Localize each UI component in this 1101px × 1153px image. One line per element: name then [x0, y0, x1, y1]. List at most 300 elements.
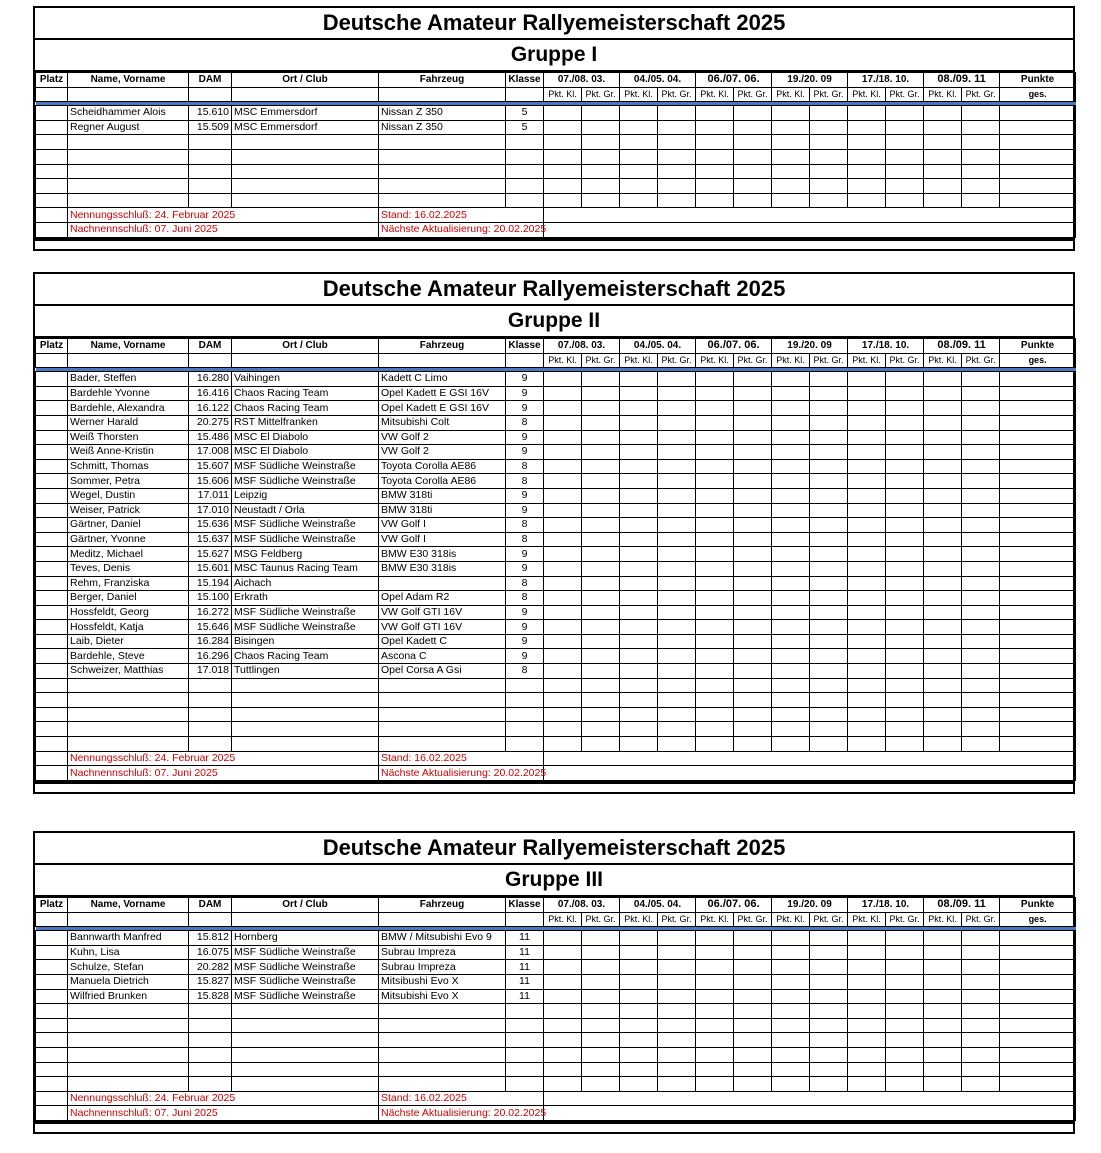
empty-cell	[810, 678, 848, 693]
points-cell	[924, 989, 962, 1004]
event-header: 19./20. 09	[772, 73, 848, 88]
points-cell	[924, 488, 962, 503]
name-cell: Laib, Dieter	[68, 634, 189, 649]
points-cell	[696, 474, 734, 489]
ort-cell: MSC Emmersdorf	[232, 106, 379, 121]
points-cell	[544, 605, 582, 620]
empty-cell	[544, 1004, 582, 1019]
empty-cell	[848, 737, 886, 752]
empty-cell	[848, 722, 886, 737]
points-cell	[848, 106, 886, 121]
points-cell	[544, 503, 582, 518]
empty-cell	[36, 693, 68, 708]
klasse-cell: 8	[506, 591, 544, 606]
stand: Stand: 16.02.2025	[379, 1091, 544, 1106]
event-header: 06./07. 06.	[696, 898, 772, 913]
points-cell	[772, 547, 810, 562]
empty-row	[36, 179, 1076, 194]
empty-cell	[810, 722, 848, 737]
empty-cell	[658, 164, 696, 179]
points-cell	[658, 945, 696, 960]
dam-cell: 15.607	[189, 459, 232, 474]
empty-cell	[924, 1047, 962, 1062]
pkt-kl-header: Pkt. Kl.	[924, 87, 962, 102]
subheader-empty	[68, 353, 189, 368]
points-cell	[962, 989, 1000, 1004]
empty-cell	[848, 707, 886, 722]
points-cell	[696, 401, 734, 416]
points-cell	[962, 415, 1000, 430]
points-cell	[544, 488, 582, 503]
points-cell	[620, 488, 658, 503]
points-cell	[544, 989, 582, 1004]
name-cell: Bardehle, Alexandra	[68, 401, 189, 416]
fahrzeug-cell: VW Golf 2	[379, 430, 506, 445]
empty-cell	[620, 1047, 658, 1062]
col-header-platz: Platz	[36, 339, 68, 354]
name-cell: Weiser, Patrick	[68, 503, 189, 518]
empty-cell	[232, 164, 379, 179]
points-cell	[696, 532, 734, 547]
empty-cell	[962, 193, 1000, 208]
points-cell	[620, 649, 658, 664]
empty-cell	[379, 179, 506, 194]
points-cell	[658, 989, 696, 1004]
points-cell	[734, 518, 772, 533]
subheader-empty	[232, 353, 379, 368]
klasse-cell: 9	[506, 372, 544, 387]
points-cell	[886, 649, 924, 664]
empty-cell	[189, 678, 232, 693]
points-cell	[810, 664, 848, 679]
platz-cell	[36, 488, 68, 503]
empty-cell	[886, 1018, 924, 1033]
empty-cell	[924, 149, 962, 164]
empty-cell	[189, 193, 232, 208]
ort-cell: Leipzig	[232, 488, 379, 503]
empty-cell	[886, 1004, 924, 1019]
empty-cell	[620, 135, 658, 150]
points-cell	[582, 488, 620, 503]
empty-cell	[696, 1077, 734, 1092]
points-cell	[620, 960, 658, 975]
points-cell	[962, 445, 1000, 460]
empty-cell	[772, 678, 810, 693]
empty-cell	[36, 707, 68, 722]
nachnennschluss: Nachnennschluß: 07. Juni 2025	[68, 1106, 379, 1121]
empty-cell	[506, 179, 544, 194]
points-cell	[544, 945, 582, 960]
empty-cell	[734, 678, 772, 693]
empty-row	[36, 1018, 1076, 1033]
empty-cell	[232, 135, 379, 150]
points-cell	[962, 372, 1000, 387]
subheader-empty	[36, 912, 68, 927]
points-cell	[810, 488, 848, 503]
empty-cell	[544, 1047, 582, 1062]
empty-row	[36, 693, 1076, 708]
points-cell	[772, 503, 810, 518]
table-row	[36, 547, 1076, 562]
points-cell	[886, 532, 924, 547]
empty-cell	[544, 1018, 582, 1033]
points-cell	[886, 945, 924, 960]
event-header: 07./08. 03.	[544, 898, 620, 913]
points-cell	[658, 503, 696, 518]
platz-cell	[36, 430, 68, 445]
points-cell	[810, 547, 848, 562]
empty-cell	[886, 707, 924, 722]
points-cell	[848, 561, 886, 576]
event-header: 06./07. 06.	[696, 73, 772, 88]
pkt-gr-header: Pkt. Gr.	[734, 912, 772, 927]
empty-cell	[68, 737, 189, 752]
points-cell	[582, 459, 620, 474]
dam-cell: 20.282	[189, 960, 232, 975]
points-cell	[582, 561, 620, 576]
footer-blank	[544, 751, 1076, 766]
points-cell	[772, 960, 810, 975]
points-cell	[696, 989, 734, 1004]
points-cell	[658, 532, 696, 547]
points-cell	[810, 415, 848, 430]
empty-cell	[886, 693, 924, 708]
table-row	[36, 576, 1076, 591]
empty-cell	[924, 164, 962, 179]
empty-cell	[620, 1077, 658, 1092]
bottom-rule	[35, 238, 1073, 249]
dam-cell: 15.627	[189, 547, 232, 562]
points-cell	[772, 974, 810, 989]
points-cell	[810, 634, 848, 649]
table-row	[36, 532, 1076, 547]
empty-cell	[924, 193, 962, 208]
empty-cell	[544, 164, 582, 179]
platz-cell	[36, 989, 68, 1004]
points-cell	[696, 459, 734, 474]
points-cell	[772, 989, 810, 1004]
table-row	[36, 518, 1076, 533]
points-cell	[1000, 974, 1076, 989]
subheader-empty	[506, 353, 544, 368]
empty-cell	[36, 1047, 68, 1062]
empty-cell	[886, 193, 924, 208]
points-cell	[924, 605, 962, 620]
ort-cell: Hornberg	[232, 931, 379, 946]
points-cell	[924, 634, 962, 649]
table-row	[36, 386, 1076, 401]
points-cell	[658, 561, 696, 576]
points-cell	[848, 634, 886, 649]
points-cell	[848, 931, 886, 946]
ort-cell: MSG Feldberg	[232, 547, 379, 562]
empty-cell	[68, 1062, 189, 1077]
empty-cell	[1000, 737, 1076, 752]
points-cell	[924, 430, 962, 445]
points-cell	[620, 503, 658, 518]
points-cell	[696, 605, 734, 620]
empty-cell	[772, 707, 810, 722]
empty-cell	[1000, 693, 1076, 708]
empty-cell	[658, 1047, 696, 1062]
empty-cell	[506, 1018, 544, 1033]
col-header-punkte: Punkte	[1000, 898, 1076, 913]
table-row	[36, 634, 1076, 649]
empty-cell	[506, 1004, 544, 1019]
points-cell	[582, 591, 620, 606]
points-cell	[810, 518, 848, 533]
empty-cell	[379, 678, 506, 693]
dam-cell: 15.828	[189, 989, 232, 1004]
empty-cell	[848, 193, 886, 208]
empty-cell	[734, 179, 772, 194]
points-cell	[658, 459, 696, 474]
empty-cell	[189, 1062, 232, 1077]
event-header: 06./07. 06.	[696, 339, 772, 354]
empty-cell	[36, 722, 68, 737]
empty-row	[36, 193, 1076, 208]
ort-cell: MSF Südliche Weinstraße	[232, 459, 379, 474]
points-cell	[886, 430, 924, 445]
points-cell	[886, 401, 924, 416]
footer-platz	[36, 1091, 68, 1106]
points-cell	[620, 576, 658, 591]
pkt-kl-header: Pkt. Kl.	[696, 912, 734, 927]
points-cell	[924, 547, 962, 562]
points-cell	[544, 459, 582, 474]
empty-cell	[620, 149, 658, 164]
points-cell	[620, 459, 658, 474]
points-cell	[924, 386, 962, 401]
empty-cell	[582, 1033, 620, 1048]
empty-cell	[658, 1077, 696, 1092]
points-cell	[1000, 459, 1076, 474]
empty-cell	[1000, 1004, 1076, 1019]
points-cell	[696, 649, 734, 664]
subheader-empty	[36, 353, 68, 368]
empty-row	[36, 1004, 1076, 1019]
empty-cell	[582, 135, 620, 150]
points-cell	[696, 664, 734, 679]
points-cell	[582, 547, 620, 562]
event-header: 08./09. 11	[924, 73, 1000, 88]
fahrzeug-cell: BMW 318ti	[379, 503, 506, 518]
points-cell	[620, 120, 658, 135]
points-cell	[696, 372, 734, 387]
empty-cell	[810, 1077, 848, 1092]
empty-cell	[506, 164, 544, 179]
empty-row	[36, 1033, 1076, 1048]
empty-cell	[620, 1004, 658, 1019]
col-header-klasse: Klasse	[506, 898, 544, 913]
points-cell	[772, 488, 810, 503]
platz-cell	[36, 960, 68, 975]
empty-cell	[924, 135, 962, 150]
name-cell: Bader, Steffen	[68, 372, 189, 387]
empty-cell	[734, 135, 772, 150]
empty-cell	[189, 135, 232, 150]
ort-cell: MSC Taunus Racing Team	[232, 561, 379, 576]
dam-cell: 17.010	[189, 503, 232, 518]
empty-cell	[810, 1062, 848, 1077]
points-cell	[886, 974, 924, 989]
empty-cell	[232, 179, 379, 194]
empty-cell	[696, 678, 734, 693]
naechste-aktualisierung: Nächste Aktualisierung: 20.02.2025	[379, 1106, 544, 1121]
event-header: 17./18. 10.	[848, 73, 924, 88]
platz-cell	[36, 518, 68, 533]
points-cell	[810, 401, 848, 416]
empty-cell	[886, 1077, 924, 1092]
name-cell: Weiß Thorsten	[68, 430, 189, 445]
fahrzeug-cell: Opel Kadett C	[379, 634, 506, 649]
points-cell	[696, 620, 734, 635]
empty-cell	[1000, 149, 1076, 164]
subheader-empty	[36, 87, 68, 102]
platz-cell	[36, 664, 68, 679]
points-cell	[886, 474, 924, 489]
empty-cell	[658, 1018, 696, 1033]
points-cell	[582, 415, 620, 430]
ort-cell: MSF Südliche Weinstraße	[232, 620, 379, 635]
points-cell	[924, 649, 962, 664]
points-cell	[848, 503, 886, 518]
points-cell	[848, 372, 886, 387]
points-cell	[848, 649, 886, 664]
points-cell	[772, 605, 810, 620]
pkt-gr-header: Pkt. Gr.	[886, 912, 924, 927]
empty-cell	[848, 678, 886, 693]
points-cell	[620, 620, 658, 635]
points-cell	[544, 620, 582, 635]
dam-cell: 15.486	[189, 430, 232, 445]
points-cell	[962, 430, 1000, 445]
empty-cell	[379, 193, 506, 208]
empty-cell	[696, 193, 734, 208]
empty-cell	[36, 737, 68, 752]
points-cell	[924, 664, 962, 679]
pkt-gr-header: Pkt. Gr.	[582, 353, 620, 368]
pkt-gr-header: Pkt. Gr.	[734, 353, 772, 368]
ort-cell: Chaos Racing Team	[232, 386, 379, 401]
points-cell	[620, 415, 658, 430]
fahrzeug-cell: Toyota Corolla AE86	[379, 459, 506, 474]
ort-cell: Chaos Racing Team	[232, 401, 379, 416]
points-cell	[620, 945, 658, 960]
dam-cell: 15.812	[189, 931, 232, 946]
empty-cell	[1000, 1077, 1076, 1092]
nennungsschluss: Nennungsschluß: 24. Februar 2025	[68, 751, 379, 766]
table-row	[36, 106, 1076, 121]
points-cell	[582, 532, 620, 547]
empty-cell	[36, 135, 68, 150]
points-cell	[1000, 415, 1076, 430]
empty-row	[36, 1047, 1076, 1062]
points-cell	[734, 488, 772, 503]
table-row	[36, 401, 1076, 416]
points-cell	[734, 106, 772, 121]
empty-cell	[68, 678, 189, 693]
points-cell	[772, 430, 810, 445]
empty-cell	[734, 193, 772, 208]
points-cell	[772, 634, 810, 649]
fahrzeug-cell: Opel Kadett E GSI 16V	[379, 386, 506, 401]
table-row	[36, 945, 1076, 960]
platz-cell	[36, 591, 68, 606]
empty-cell	[1000, 678, 1076, 693]
empty-cell	[848, 149, 886, 164]
points-cell	[658, 576, 696, 591]
points-cell	[582, 503, 620, 518]
points-cell	[1000, 372, 1076, 387]
empty-cell	[36, 678, 68, 693]
empty-cell	[544, 722, 582, 737]
points-cell	[1000, 605, 1076, 620]
points-cell	[734, 931, 772, 946]
points-cell	[810, 445, 848, 460]
empty-row	[36, 722, 1076, 737]
points-cell	[886, 415, 924, 430]
empty-cell	[848, 693, 886, 708]
points-cell	[962, 547, 1000, 562]
points-cell	[1000, 120, 1076, 135]
empty-cell	[772, 149, 810, 164]
points-cell	[962, 931, 1000, 946]
subheader-empty	[379, 353, 506, 368]
empty-cell	[658, 149, 696, 164]
empty-cell	[36, 1004, 68, 1019]
empty-cell	[658, 1033, 696, 1048]
subheader-empty	[379, 87, 506, 102]
standings-table	[35, 897, 1076, 1121]
points-cell	[734, 605, 772, 620]
points-cell	[1000, 931, 1076, 946]
points-cell	[544, 634, 582, 649]
empty-cell	[658, 1004, 696, 1019]
empty-cell	[772, 1077, 810, 1092]
empty-cell	[582, 149, 620, 164]
name-cell: Schweizer, Matthias	[68, 664, 189, 679]
points-cell	[772, 401, 810, 416]
empty-cell	[962, 135, 1000, 150]
empty-cell	[1000, 722, 1076, 737]
empty-cell	[36, 1018, 68, 1033]
dam-cell: 16.272	[189, 605, 232, 620]
dam-cell: 17.011	[189, 488, 232, 503]
empty-row	[36, 1062, 1076, 1077]
points-cell	[924, 518, 962, 533]
empty-cell	[924, 737, 962, 752]
points-cell	[886, 634, 924, 649]
empty-cell	[620, 1033, 658, 1048]
points-cell	[696, 386, 734, 401]
platz-cell	[36, 974, 68, 989]
ort-cell: Neustadt / Orla	[232, 503, 379, 518]
dam-cell: 17.018	[189, 664, 232, 679]
table-row	[36, 459, 1076, 474]
points-cell	[962, 945, 1000, 960]
dam-cell: 15.100	[189, 591, 232, 606]
empty-cell	[658, 693, 696, 708]
klasse-cell: 9	[506, 547, 544, 562]
points-cell	[734, 547, 772, 562]
empty-cell	[506, 693, 544, 708]
pkt-gr-header: Pkt. Gr.	[734, 87, 772, 102]
pkt-kl-header: Pkt. Kl.	[620, 912, 658, 927]
pkt-kl-header: Pkt. Kl.	[772, 353, 810, 368]
pkt-gr-header: Pkt. Gr.	[962, 912, 1000, 927]
points-cell	[734, 945, 772, 960]
